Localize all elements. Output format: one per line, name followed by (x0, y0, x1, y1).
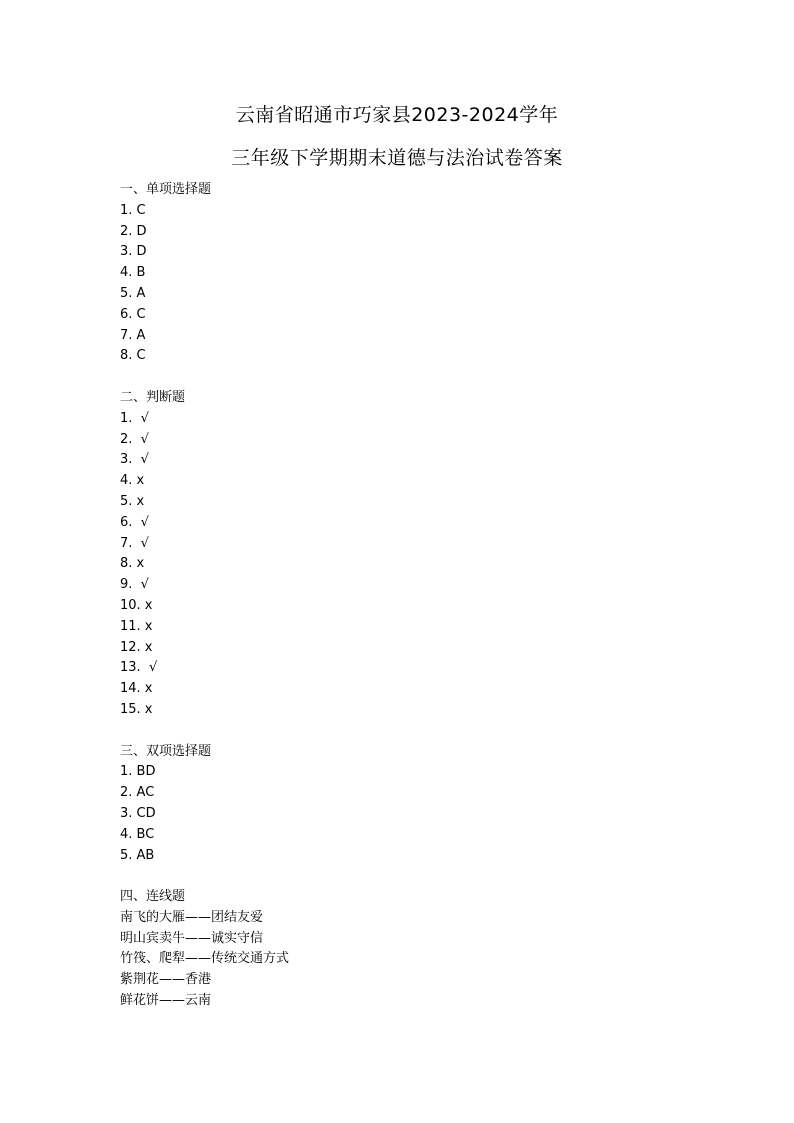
answer-item: 2. AC (120, 785, 155, 801)
document-title-line-1: 云南省昭通市巧家县2023-2024学年 (235, 104, 559, 126)
answer-item: 13. √ (120, 660, 158, 676)
answer-item: 1. BD (120, 764, 156, 780)
answer-item: 7. A (120, 327, 146, 343)
answer-item: 2. √ (120, 431, 149, 447)
answer-item: 4. BC (120, 826, 155, 842)
answer-item: 15. x (120, 701, 153, 717)
answer-item: 11. x (120, 618, 153, 634)
document-title-line-2: 三年级下学期期末道德与法治试卷答案 (231, 147, 563, 169)
answer-item: 9. √ (120, 577, 149, 593)
answer-item: 8. C (120, 348, 146, 364)
answer-item: 1. √ (120, 410, 149, 426)
section-spacer (120, 721, 680, 742)
answer-item: 6. C (120, 306, 146, 322)
section-spacer (120, 866, 680, 887)
answer-item: 3. CD (120, 805, 156, 821)
answer-item: 7. √ (120, 535, 149, 551)
section-heading-true-false: 二、判断题 (120, 389, 186, 405)
answer-item: 5. AB (120, 847, 155, 863)
answer-item: 4. x (120, 473, 145, 489)
answer-item: 南飞的大雁——团结友爱 (120, 909, 264, 925)
answer-item: 明山宾卖牛——诚实守信 (120, 930, 264, 946)
answer-item: 14. x (120, 681, 153, 697)
answer-item: 4. B (120, 265, 146, 281)
section-heading-double-choice: 三、双项选择题 (120, 743, 212, 759)
answer-item: 1. C (120, 202, 146, 218)
answer-item: 12. x (120, 639, 153, 655)
section-heading-matching: 四、连线题 (120, 889, 186, 905)
answer-item: 5. x (120, 493, 145, 509)
answer-item: 竹筏、爬犁——传统交通方式 (120, 951, 290, 967)
answer-item: 鲜花饼——云南 (120, 993, 212, 1009)
answer-item: 5. A (120, 285, 146, 301)
answer-content (120, 180, 680, 1012)
answer-item: 紫荆花——香港 (120, 972, 212, 988)
answer-item: 10. x (120, 597, 153, 613)
answer-item: 3. √ (120, 452, 149, 468)
answer-item: 3. D (120, 244, 147, 260)
section-heading-single-choice: 一、单项选择题 (120, 182, 212, 197)
answer-item: 8. x (120, 556, 145, 572)
answer-item: 2. D (120, 223, 147, 239)
answer-item: 6. √ (120, 514, 149, 530)
section-spacer (120, 367, 680, 388)
